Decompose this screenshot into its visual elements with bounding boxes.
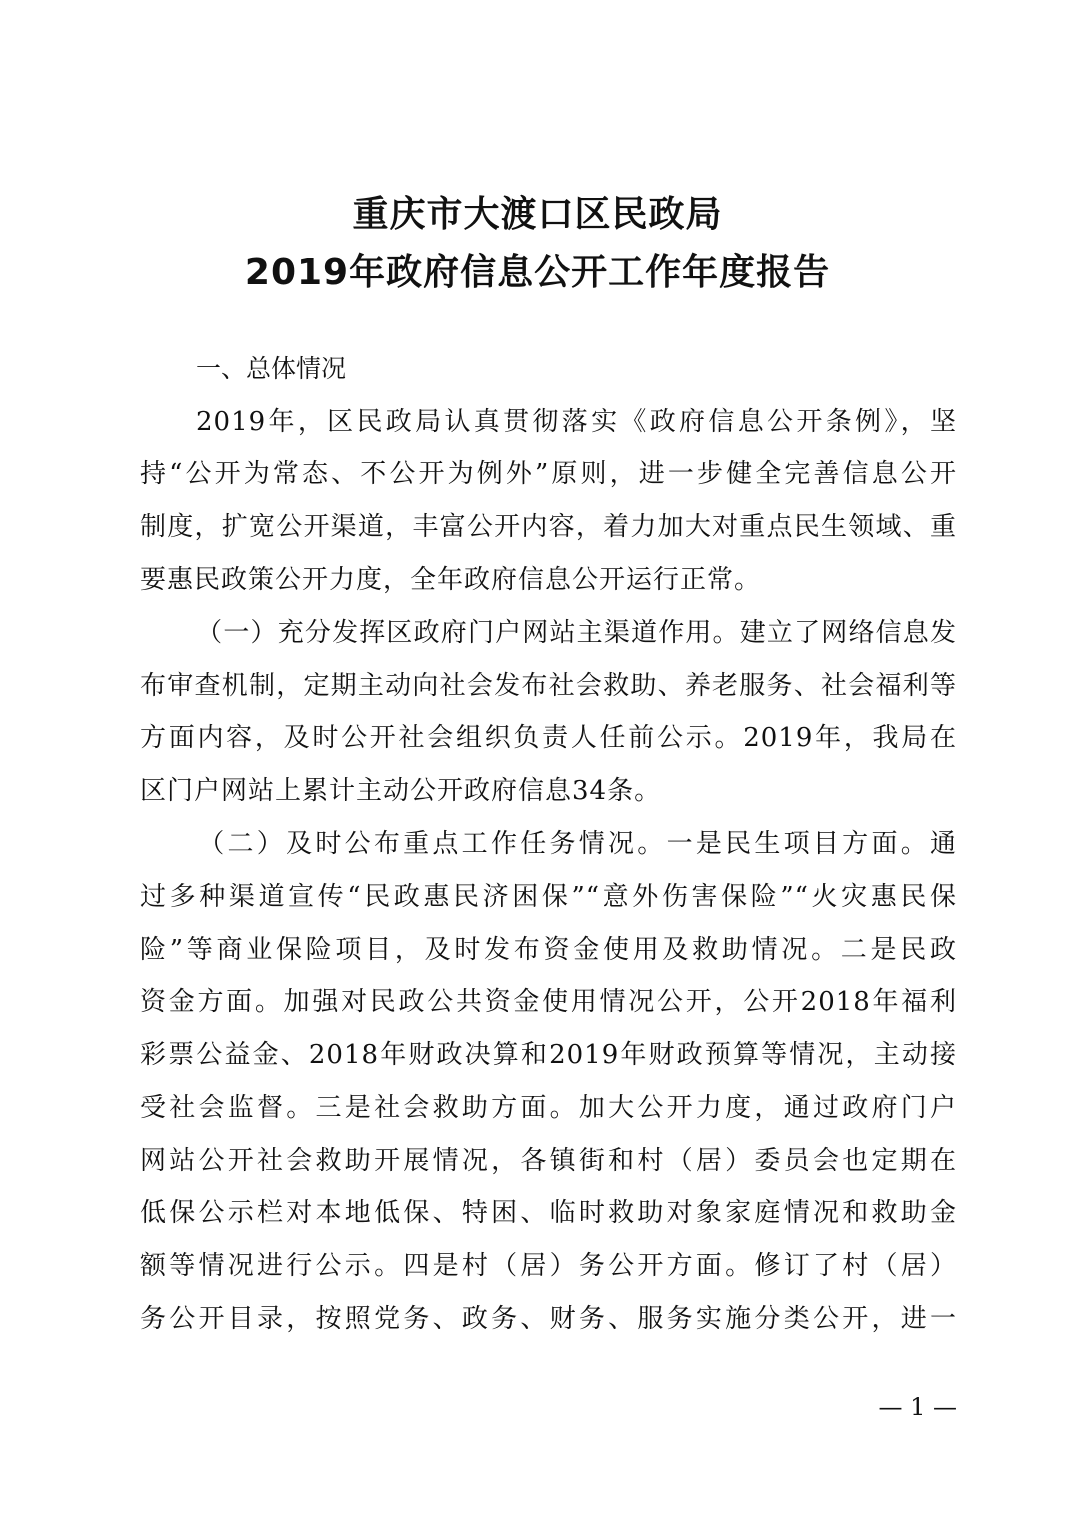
subsection-heading-key-tasks: （二）及时公布重点工作任务情况。	[196, 829, 667, 859]
paragraph-line: 务公开目录，按照党务、政务、财务、服务实施分类公开，进一	[140, 1304, 957, 1334]
section-heading-overview: 一、总体情况	[196, 354, 347, 383]
paragraph-line: 制度，扩宽公开渠道，丰富公开内容，着力加大对重点民生领域、重	[140, 512, 957, 542]
paragraph-line: （一）充分发挥区政府门户网站主渠道作用。建立了网络信息发	[196, 618, 957, 648]
paragraph-line: 持“公开为常态、不公开为例外”原则，进一步健全完善信息公开	[140, 459, 957, 489]
paragraph-line: （二）及时公布重点工作任务情况。一是民生项目方面。通	[196, 829, 957, 859]
paragraph-line: 要惠民政策公开力度，全年政府信息公开运行正常。	[140, 565, 762, 595]
paragraph-line: 低保公示栏对本地低保、特困、临时救助对象家庭情况和救助金	[140, 1198, 957, 1228]
paragraph-line: 资金方面。加强对民政公共资金使用情况公开，公开2018年福利	[140, 987, 957, 1017]
document-title-line-1: 重庆市大渡口区民政局	[352, 194, 723, 235]
subsection-heading-portal: （一）充分发挥区政府门户网站主渠道作用。	[196, 618, 740, 648]
paragraph-line: 网站公开社会救助开展情况，各镇街和村（居）委员会也定期在	[140, 1146, 957, 1176]
paragraph-line: 险”等商业保险项目，及时发布资金使用及救助情况。二是民政	[140, 935, 957, 965]
page-number: — 1 —	[878, 1393, 957, 1421]
paragraph-line: 区门户网站上累计主动公开政府信息34条。	[140, 776, 662, 806]
paragraph-line: 彩票公益金、2018年财政决算和2019年财政预算等情况，主动接	[140, 1040, 957, 1070]
paragraph-line: 2019年，区民政局认真贯彻落实《政府信息公开条例》，坚	[196, 407, 957, 437]
document-title-line-2: 2019年政府信息公开工作年度报告	[244, 252, 831, 293]
paragraph-line: 受社会监督。三是社会救助方面。加大公开力度，通过政府门户	[140, 1093, 957, 1123]
paragraph-line: 布审查机制，定期主动向社会发布社会救助、养老服务、社会福利等	[140, 671, 957, 701]
paragraph-line: 方面内容，及时公开社会组织负责人任前公示。2019年，我局在	[140, 723, 957, 753]
paragraph-line: 额等情况进行公示。四是村（居）务公开方面。修订了村（居）	[140, 1251, 957, 1281]
paragraph-line: 过多种渠道宣传“民政惠民济困保”“意外伤害保险”“火灾惠民保	[140, 882, 957, 912]
